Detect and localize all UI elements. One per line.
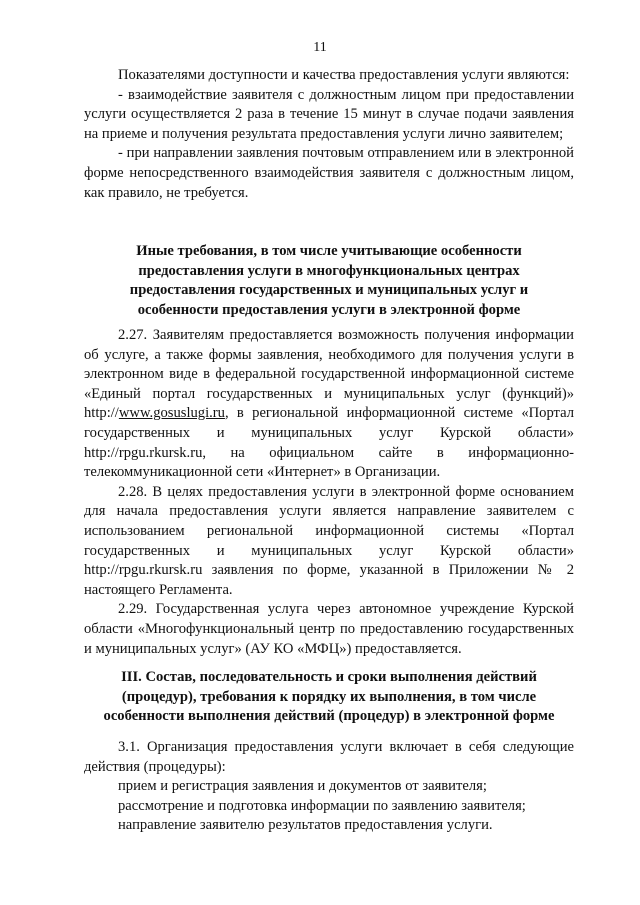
heading-line: предоставления государственных и муниципальных услуг и: [129, 282, 529, 299]
paragraph-2-27-end: , в региональной информационной системе «Портал государственных и муниципальных услуг Курской области» http://rpgu.rkursk.ru, на официальном сайте в информационно-телекоммуникационной сети «Интернет» в Организации.: [84, 405, 574, 481]
section3-block: [84, 738, 574, 836]
action-item: рассмотрение и подготовка информации по заявлению заявителя;: [118, 797, 526, 814]
interaction-list-item: - взаимодействие заявителя с должностным лицом при предоставлении услуги осуществляется 2 раза в течение 15 минут в случае подачи заявления на приеме и получения результата предоставления услуги лично заявителем;: [84, 86, 574, 142]
intro-block: [84, 66, 574, 203]
heading-line: особенности предоставления услуги в электронной форме: [137, 301, 521, 318]
actions-list: [84, 777, 574, 836]
gosuslugi-link[interactable]: www.gosuslugi.ru: [118, 405, 225, 422]
heading-line: III. Состав, последовательность и сроки выполнения действий: [121, 669, 537, 685]
paragraph-2-27: [84, 326, 574, 483]
paragraph-3-1: 3.1. Организация предоставления услуги включает в себя следующие действия (процедуры):: [84, 739, 574, 775]
heading-line: Иные требования, в том числе учитывающие особенности: [136, 243, 522, 259]
section-heading-iii: [84, 668, 574, 727]
action-item: прием и регистрация заявления и документов от заявителя;: [118, 778, 487, 795]
paragraph-2-29: 2.29. Государственная услуга через автономное учреждение Курской области «Многофункциональный центр по предоставлению государственных и муниципальных услуг» (АУ КО «МФЦ») предоставляется.: [84, 601, 574, 657]
heading-line: предоставления услуги в многофункциональных центрах: [138, 262, 520, 279]
heading-line: (процедур), требования к порядку их выполнения, в том числе: [121, 688, 537, 705]
heading-line: особенности выполнения действий (процедур) в электронной форме: [103, 708, 555, 725]
section2-block: [84, 326, 574, 659]
availability-paragraph: Показателями доступности и качества предоставления услуги являются:: [118, 67, 570, 83]
section-heading-other-requirements: [84, 242, 574, 320]
paragraph-2-28: 2.28. В целях предоставления услуги в электронной форме основанием для начала предоставления услуги является направление заявителем с использованием региональной информационной системы «Портал государственных и муниципальных услуг Курской области» http://rpgu.rkursk.ru заявления по форме, указанной в Приложении № 2 настоящего Регламента.: [84, 483, 574, 598]
page-number: 11: [313, 40, 327, 55]
action-item: направление заявителю результатов предоставления услуги.: [118, 817, 493, 834]
interaction-list-item: - при направлении заявления почтовым отправлением или в электронной форме непосредственного взаимодействия заявителя с должностным лицом, как правило, не требуется.: [84, 145, 574, 201]
paragraph-2-27-start: 2.27. Заявителям предоставляется возможность получения информации об услуге, а также формы заявления, необходимого для получения услуги в электронном виде в федеральной государственной информационной системе «Единый портал государственных и муниципальных услуг (функций)» http://: [84, 327, 574, 422]
